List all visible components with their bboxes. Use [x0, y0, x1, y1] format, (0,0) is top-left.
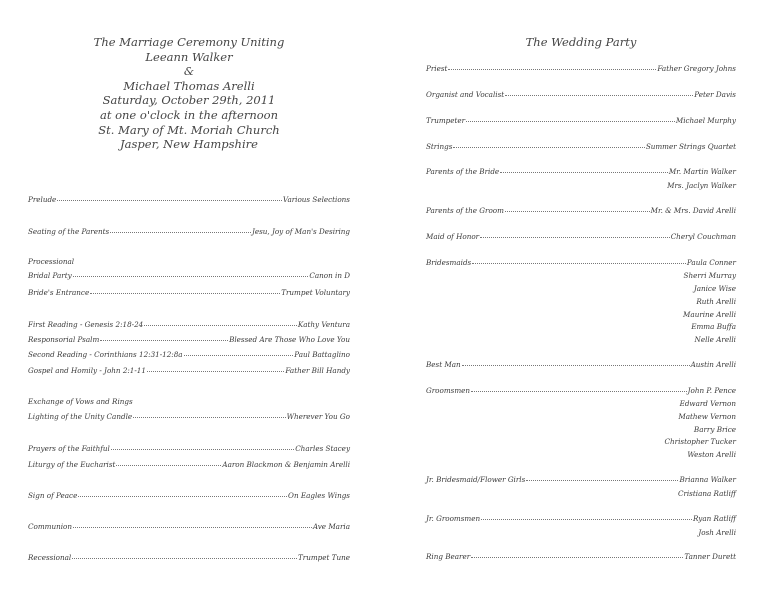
- program-heading: [28, 397, 350, 406]
- ceremony-title-line: St. Mary of Mt. Moriah Church: [98, 122, 280, 137]
- program-label: Seating of the Parents: [28, 227, 110, 236]
- dot-leader: [73, 276, 309, 277]
- party-extra-name: Mathew Vernon: [678, 412, 736, 421]
- dot-leader: [505, 211, 650, 212]
- program-row: [28, 412, 350, 421]
- program-value: Canon in D: [309, 271, 350, 280]
- dot-leader: [466, 121, 675, 122]
- dot-leader: [505, 95, 693, 96]
- party-role: Parents of the Bride: [426, 167, 500, 176]
- party-name: Austin Arelli: [690, 360, 736, 369]
- party-row: [426, 90, 736, 99]
- dot-leader: [111, 449, 294, 450]
- party-extra-name: Ruth Arelli: [696, 297, 736, 306]
- ceremony-title-line: &: [183, 64, 195, 79]
- party-name: Mr. Martin Walker: [668, 167, 736, 176]
- program-row: [28, 444, 350, 453]
- program-label: Responsorial Psalm: [28, 335, 100, 344]
- party-role: Organist and Vocalist: [426, 90, 505, 99]
- program-label: Gospel and Homily - John 2:1-11: [28, 366, 146, 375]
- program-row: [28, 522, 350, 531]
- program-row: [28, 227, 350, 236]
- party-row: [426, 552, 736, 561]
- party-row: [426, 142, 736, 151]
- program-value: Aaron Blackmon & Benjamin Arelli: [222, 460, 350, 469]
- program-row: [28, 491, 350, 500]
- ceremony-title-line: Michael Thomas Arelli: [123, 78, 255, 93]
- program-value: Trumpet Tune: [297, 553, 350, 562]
- dot-leader: [481, 519, 692, 520]
- program-heading: [28, 257, 350, 266]
- program-value: Kathy Ventura: [297, 320, 350, 329]
- party-name: Summer Strings Quartet: [645, 142, 736, 151]
- party-row: [426, 206, 736, 215]
- program-row: [28, 460, 350, 469]
- dot-leader: [453, 147, 644, 148]
- party-extra-name: Nelle Arelli: [694, 335, 736, 344]
- dot-leader: [57, 200, 282, 201]
- party-row: [426, 386, 736, 395]
- party-name: Ryan Ratliff: [693, 514, 736, 523]
- program-row: [28, 320, 350, 329]
- party-name: Father Gregory Johns: [657, 64, 736, 73]
- program-value: Ave Maria: [312, 522, 350, 531]
- dot-leader: [133, 417, 285, 418]
- program-label: Second Reading - Corinthians 12:31-12:8a: [28, 350, 183, 359]
- party-name: Brianna Walker: [679, 475, 736, 484]
- ceremony-title-line: at one o'clock in the afternoon: [99, 107, 279, 122]
- party-extra-name: Barry Brice: [693, 425, 736, 434]
- party-row: [426, 167, 736, 176]
- dot-leader: [462, 365, 690, 366]
- party-name: Cheryl Couchman: [670, 232, 736, 241]
- dot-leader: [78, 496, 287, 497]
- program-value: Paul Battaglino: [294, 350, 350, 359]
- party-name: Paula Conner: [686, 258, 736, 267]
- party-extra-name: Emma Buffa: [691, 322, 736, 331]
- program-value: Blessed Are Those Who Love You: [229, 335, 350, 344]
- party-row: [426, 64, 736, 73]
- program-value: Wherever You Go: [286, 412, 350, 421]
- dot-leader: [90, 293, 280, 294]
- party-role: Best Man: [426, 360, 461, 369]
- dot-leader: [500, 172, 668, 173]
- program-row: [28, 366, 350, 375]
- program-value: Jesu, Joy of Man's Desiring: [251, 227, 350, 236]
- party-row: [426, 475, 736, 484]
- party-extra-name: Christopher Tucker: [664, 437, 736, 446]
- program-label: Bride's Entrance: [28, 288, 90, 297]
- program-row: [28, 271, 350, 280]
- dot-leader: [448, 69, 656, 70]
- party-extra-name: Mrs. Jaclyn Walker: [667, 181, 736, 190]
- party-row: [426, 360, 736, 369]
- party-name: Michael Murphy: [675, 116, 736, 125]
- program-value: Trumpet Voluntary: [281, 288, 350, 297]
- ceremony-title-block: [28, 35, 350, 152]
- party-name: Peter Davis: [694, 90, 736, 99]
- party-name: John P. Pence: [687, 386, 736, 395]
- party-role: Priest: [426, 64, 448, 73]
- party-name: Tanner Durett: [684, 552, 736, 561]
- program-label: Communion: [28, 522, 72, 531]
- program-label: Prelude: [28, 195, 57, 204]
- program-label: Processional: [28, 257, 75, 266]
- party-role: Trumpeter: [426, 116, 466, 125]
- program-label: Recessional: [28, 553, 72, 562]
- dot-leader: [471, 557, 683, 558]
- program-label: Bridal Party: [28, 271, 72, 280]
- party-role: Parents of the Groom: [426, 206, 504, 215]
- party-row: [426, 514, 736, 523]
- party-row: [426, 116, 736, 125]
- party-row: [426, 232, 736, 241]
- dot-leader: [116, 465, 221, 466]
- dot-leader: [73, 527, 312, 528]
- dot-leader: [110, 232, 251, 233]
- dot-leader: [184, 355, 294, 356]
- party-role: Jr. Bridesmaid/Flower Girls: [426, 475, 526, 484]
- dot-leader: [100, 340, 228, 341]
- party-role: Maid of Honor: [426, 232, 480, 241]
- dot-leader: [147, 371, 284, 372]
- ceremony-title-line: Jasper, New Hampshire: [120, 137, 258, 152]
- party-extra-name: Cristiana Ratliff: [677, 489, 736, 498]
- party-role: Bridesmaids: [426, 258, 472, 267]
- party-extra-name: Josh Arelli: [698, 528, 736, 537]
- program-row: [28, 350, 350, 359]
- party-extra-name: Edward Vernon: [679, 399, 736, 408]
- party-extra-name: Weston Arelli: [687, 450, 736, 459]
- ceremony-title-line: Leeann Walker: [145, 49, 233, 64]
- dot-leader: [472, 263, 686, 264]
- program-row: [28, 553, 350, 562]
- program-value: Various Selections: [282, 195, 350, 204]
- dot-leader: [72, 558, 297, 559]
- party-extra-name: Maurine Arelli: [683, 310, 736, 319]
- dot-leader: [526, 480, 678, 481]
- party-name: Mr. & Mrs. David Arelli: [650, 206, 736, 215]
- program-label: Lighting of the Unity Candle: [28, 412, 133, 421]
- wedding-party-title: The Wedding Party: [525, 35, 637, 49]
- program-label: First Reading - Genesis 2:18-24: [28, 320, 144, 329]
- program-value: Charles Stacey: [295, 444, 350, 453]
- program-label: Sign of Peace: [28, 491, 78, 500]
- party-role: Groomsmen: [426, 386, 471, 395]
- party-role: Jr. Groomsmen: [426, 514, 481, 523]
- dot-leader: [144, 325, 297, 326]
- program-label: Prayers of the Faithful: [28, 444, 110, 453]
- program-row: [28, 195, 350, 204]
- program-row: [28, 288, 350, 297]
- party-role: Ring Bearer: [426, 552, 471, 561]
- party-row: [426, 258, 736, 267]
- program-label: Liturgy of the Eucharist: [28, 460, 116, 469]
- dot-leader: [471, 391, 687, 392]
- program-value: On Eagles Wings: [288, 491, 350, 500]
- program-label: Exchange of Vows and Rings: [28, 397, 133, 406]
- program-row: [28, 335, 350, 344]
- dot-leader: [480, 237, 670, 238]
- ceremony-title-line: The Marriage Ceremony Uniting: [93, 35, 285, 49]
- program-value: Father Bill Handy: [285, 366, 350, 375]
- party-role: Strings: [426, 142, 453, 151]
- party-extra-name: Janice Wise: [693, 284, 736, 293]
- party-extra-name: Sherri Murray: [683, 271, 736, 280]
- ceremony-title-line: Saturday, October 29th, 2011: [102, 93, 276, 108]
